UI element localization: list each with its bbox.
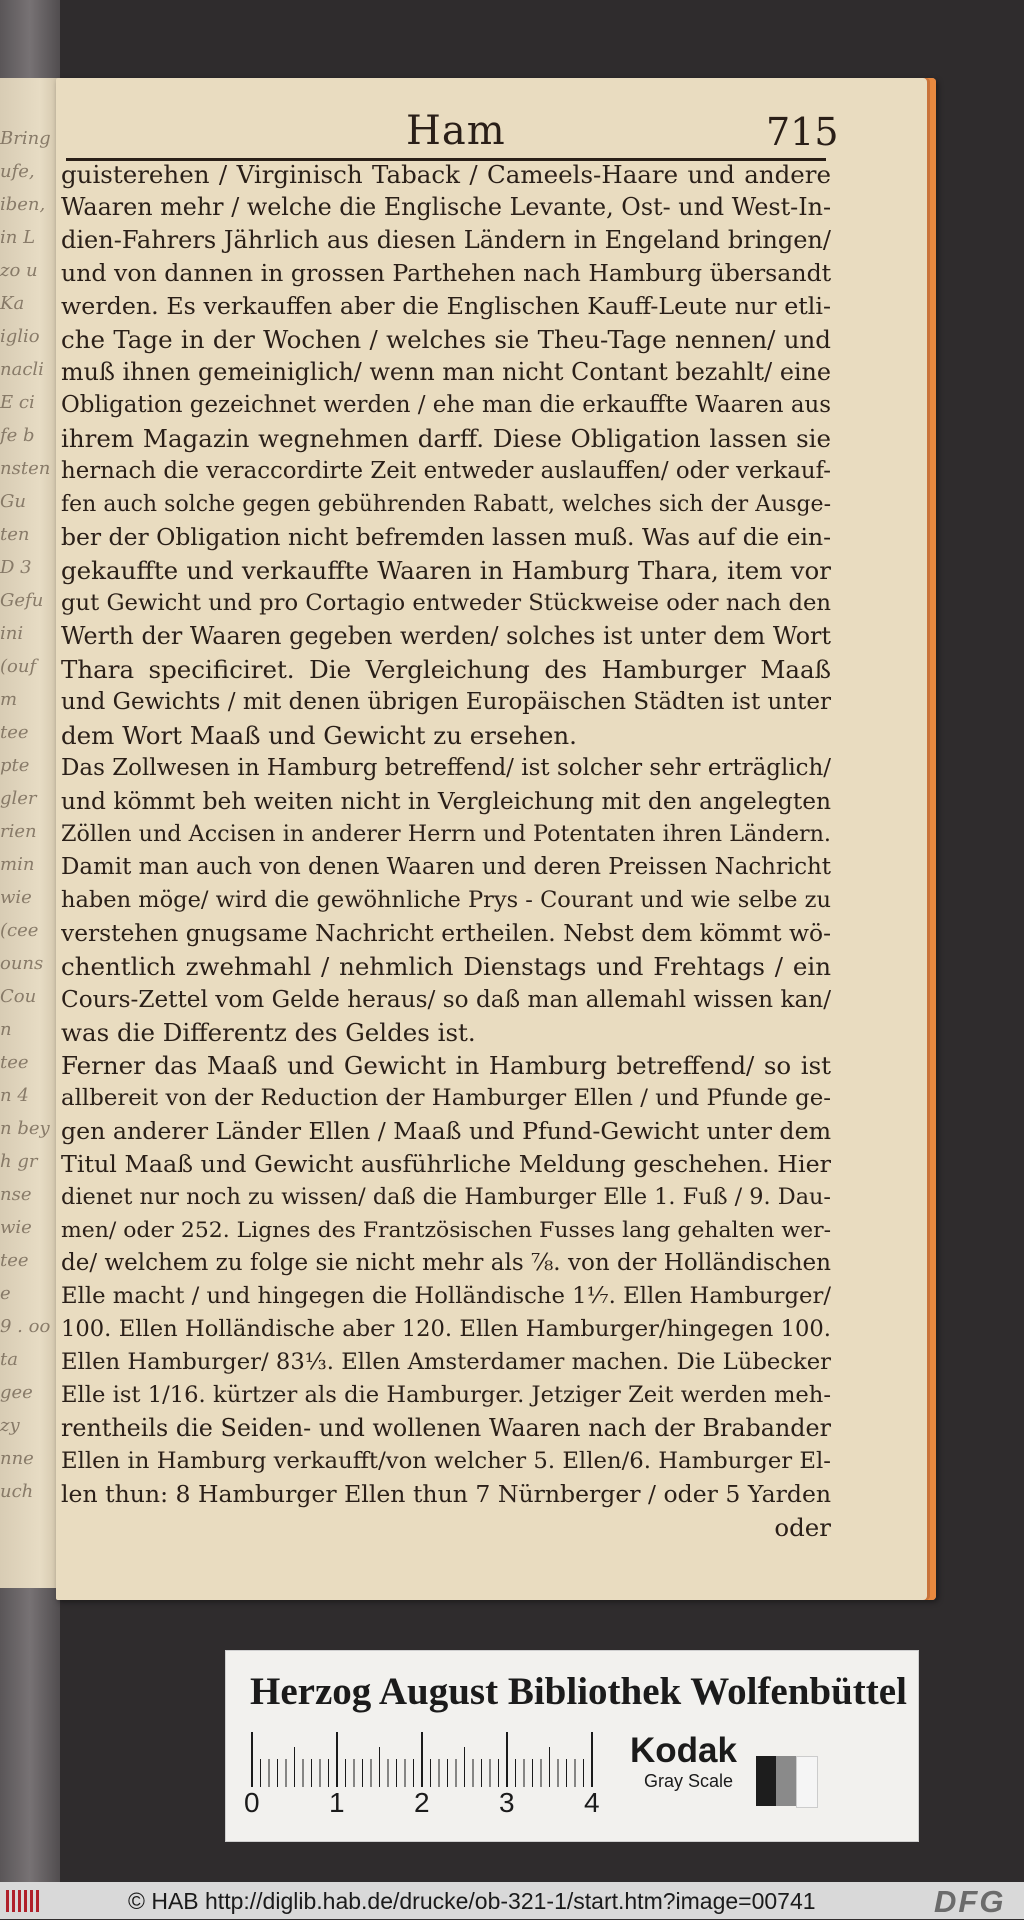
text-line: fen auch solche gegen gebührenden Rabatt, welches sich der Ausge- xyxy=(61,492,831,517)
gray-scale-label: Gray Scale xyxy=(644,1771,734,1791)
text-line: Ellen in Hamburg verkaufft/von welcher 5. Ellen/6. Hamburger El- xyxy=(61,1448,831,1474)
left-page-fragment: fe b xyxy=(0,425,35,446)
left-page-edge xyxy=(0,78,62,1588)
left-page-fragment: (cee xyxy=(0,920,39,941)
ruler-number: 2 xyxy=(414,1787,430,1818)
left-page-fragment: n bey xyxy=(0,1118,50,1139)
left-page-fragment: D 3 xyxy=(0,557,32,578)
ruler-number: 0 xyxy=(244,1787,260,1818)
text-line: und von dannen in grossen Parthehen nach Hamburg übersandt xyxy=(61,259,831,287)
text-line: allbereit von der Reduction der Hamburger Ellen / und Pfunde ge- xyxy=(61,1085,831,1111)
left-page-fragment: iben, xyxy=(0,194,46,215)
text-line: was die Differentz des Geldes ist. xyxy=(61,1018,476,1047)
left-page-fragment: wie xyxy=(0,1217,32,1238)
left-page-fragment: wie xyxy=(0,887,32,908)
text-line: gut Gewicht und pro Cortagio entweder Stückweise oder nach den xyxy=(61,590,831,616)
text-line: che Tage in der Wochen / welches sie Theu-Tage nennen/ und xyxy=(61,325,831,354)
text-line: und kömmt beh weiten nicht in Vergleichung mit den angelegten xyxy=(61,788,831,815)
text-line: werden. Es verkauffen aber die Englischen Kauff-Leute nur etli- xyxy=(61,292,831,320)
text-line: Waaren mehr / welche die Englische Levante, Ost- und West-In- xyxy=(61,193,831,221)
text-line: gekauffte und verkauffte Waaren in Hamburg Thara, item vor xyxy=(61,556,831,585)
text-line: ber der Obligation nicht befremden lassen muß. Was auf die ein- xyxy=(61,523,831,551)
left-page-fragment: uch xyxy=(0,1481,34,1502)
text-line: und Gewichts / mit denen übrigen Europäischen Städten ist unter xyxy=(61,689,831,715)
left-page-fragment: Gefu xyxy=(0,590,44,611)
left-page-fragment: m xyxy=(0,689,18,710)
copyright-link[interactable]: © HAB http://diglib.hab.de/drucke/ob-321-1/start.htm?image=00741 xyxy=(128,1888,816,1914)
left-page-fragment: ta xyxy=(0,1349,18,1370)
text-line: hernach die veraccordirte Zeit entweder auslauffen/ oder verkauf- xyxy=(61,458,831,484)
text-line: dienet nur noch zu wissen/ daß die Hamburger Elle 1. Fuß / 9. Dau- xyxy=(61,1184,831,1210)
left-page-fragment: Cou xyxy=(0,986,37,1007)
left-page-fragment: h gr xyxy=(0,1151,38,1172)
left-page-fragment: Ka xyxy=(0,293,25,314)
running-head: Ham xyxy=(406,108,506,154)
page-number: 715 xyxy=(766,110,839,154)
left-page-fragment: E ci xyxy=(0,392,35,413)
body-text xyxy=(61,158,831,1544)
text-line: guisterehen / Virginisch Taback / Cameels-Haare und andere xyxy=(61,160,831,189)
left-page-fragment: rien xyxy=(0,821,37,842)
library-name: Herzog August Bibliothek Wolfenbüttel xyxy=(250,1670,907,1713)
left-page-fragment: ini xyxy=(0,623,24,644)
text-line: len thun: 8 Hamburger Ellen thun 7 Nürnberger / oder 5 Yarden xyxy=(61,1480,831,1508)
text-line: Das Zollwesen in Hamburg betreffend/ ist solcher sehr erträglich/ xyxy=(61,755,831,781)
library-color-card xyxy=(225,1650,919,1842)
left-page-fragment: (ouf xyxy=(0,656,37,677)
left-page-fragment: Gu xyxy=(0,491,26,512)
text-line: ihrem Magazin wegnehmen darff. Diese Obligation lassen sie xyxy=(61,424,831,453)
text-line: haben möge/ wird die gewöhnliche Prys - Courant und wie selbe zu xyxy=(61,887,831,913)
ruler-number: 3 xyxy=(499,1787,515,1818)
text-line: Ferner das Maaß und Gewicht in Hamburg betreffend/ so ist xyxy=(61,1051,831,1080)
kodak-logo: Kodak xyxy=(630,1731,737,1770)
hab-logo-icon xyxy=(4,1888,44,1914)
ruler-scale xyxy=(250,1729,596,1789)
left-page-fragment: 9 . oo xyxy=(0,1316,51,1337)
catchword: oder xyxy=(774,1513,831,1542)
text-line: Ellen Hamburger/ 83⅓. Ellen Amsterdamer machen. Die Lübecker xyxy=(61,1349,831,1375)
footer-bar xyxy=(0,1882,1024,1919)
left-page-fragment: nacli xyxy=(0,359,44,380)
text-line: muß ihnen gemeiniglich/ wenn man nicht Contant bezahlt/ eine xyxy=(61,358,831,386)
text-line: Obligation gezeichnet werden / ehe man die erkauffte Waaren aus xyxy=(61,392,831,418)
left-page-fragment: zy xyxy=(0,1415,20,1436)
left-page-fragment: zo u xyxy=(0,260,38,281)
left-page-fragment: tee xyxy=(0,1250,29,1271)
text-line: men/ oder 252. Lignes des Frantzösischen Fusses lang gehalten wer- xyxy=(61,1218,831,1243)
text-line: verstehen gnugsame Nachricht ertheilen. Nebst dem kömmt wö- xyxy=(61,919,831,947)
left-page-fragment: tee xyxy=(0,1052,29,1073)
gray-swatch-light xyxy=(796,1756,818,1808)
left-page-fragment: min xyxy=(0,854,35,875)
left-page-fragment: nne xyxy=(0,1448,34,1469)
left-page-fragment: tee xyxy=(0,722,29,743)
text-line: chentlich zwehmahl / nehmlich Dienstags und Frehtags / ein xyxy=(61,952,831,981)
left-page-fragment: n xyxy=(0,1019,12,1040)
text-line: Titul Maaß und Gewicht ausführliche Meldung geschehen. Hier xyxy=(61,1150,831,1178)
text-line: Damit man auch von denen Waaren und deren Preissen Nachricht xyxy=(61,854,831,880)
gray-swatch-mid xyxy=(776,1756,796,1806)
text-line: Elle ist 1/16. kürtzer als die Hamburger. Jetziger Zeit werden meh- xyxy=(61,1382,831,1408)
text-line: Cours-Zettel vom Gelde heraus/ so daß man allemahl wissen kan/ xyxy=(61,986,831,1013)
text-line: Thara specificiret. Die Vergleichung des Hamburger Maaß xyxy=(61,655,831,684)
left-page-fragment: e xyxy=(0,1283,11,1304)
text-line: rentheils die Seiden- und wollenen Waaren nach der Brabander xyxy=(61,1414,831,1442)
left-page-fragment: pte xyxy=(0,755,30,776)
left-page-fragment: nsten xyxy=(0,458,51,479)
ruler-number: 4 xyxy=(584,1787,600,1818)
ruler-number: 1 xyxy=(329,1787,345,1818)
text-line: Werth der Waaren gegeben werden/ solches ist unter dem Wort xyxy=(61,622,831,650)
left-page-fragment: iglio xyxy=(0,326,40,347)
text-line: Zöllen und Accisen in anderer Herrn und Potentaten ihren Ländern. xyxy=(61,821,831,847)
left-page-fragment: ufe, xyxy=(0,161,35,182)
left-page-fragment: ten xyxy=(0,524,30,545)
left-page-fragment: Bring xyxy=(0,128,51,149)
gray-swatch-dark xyxy=(756,1756,776,1806)
text-line: de/ welchem zu folge sie nicht mehr als ⅞. von der Holländischen xyxy=(61,1250,831,1276)
text-line: gen anderer Länder Ellen / Maaß und Pfund-Gewicht unter dem xyxy=(61,1117,831,1145)
text-line: dien-Fahrers Jährlich aus diesen Ländern in Engeland bringen/ xyxy=(61,226,831,254)
left-page-fragment: gee xyxy=(0,1382,33,1403)
left-page-fragment: n 4 xyxy=(0,1085,29,1106)
left-page-fragment: in L xyxy=(0,227,36,248)
dfg-logo: DFG xyxy=(934,1884,1006,1919)
left-page-fragment: gler xyxy=(0,788,37,809)
scanned-page xyxy=(56,78,936,1600)
left-page-fragment: nse xyxy=(0,1184,32,1205)
text-line: dem Wort Maaß und Gewicht zu ersehen. xyxy=(61,721,577,750)
text-line: Elle macht / und hingegen die Holländische 1⅐. Ellen Hamburger/ xyxy=(61,1283,831,1309)
text-line: 100. Ellen Holländische aber 120. Ellen Hamburger/hingegen 100. xyxy=(61,1316,831,1342)
left-page-fragment: ouns xyxy=(0,953,44,974)
